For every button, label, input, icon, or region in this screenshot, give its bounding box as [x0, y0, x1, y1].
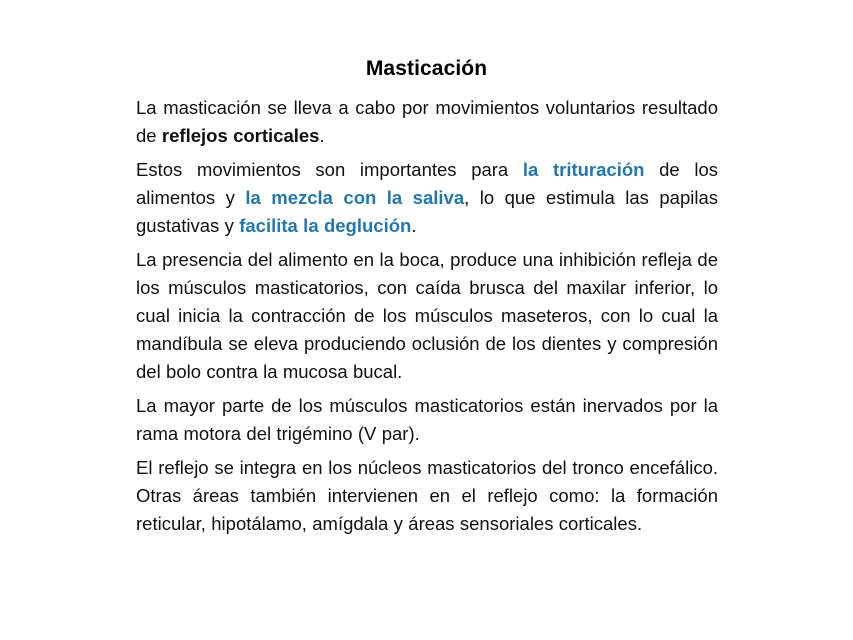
highlight-text: la trituración	[522, 159, 645, 180]
paragraph-3	[136, 246, 718, 386]
paragraph-5	[136, 454, 718, 538]
body-text: La masticación se lleva a cabo por movimientos voluntarios resultado de	[136, 97, 718, 146]
body-text: La mayor parte de los músculos masticatorios están inervados por la rama motora del trigémino (V par).	[136, 395, 718, 444]
body-text: El reflejo se integra en los núcleos masticatorios del tronco encefálico. Otras áreas también intervienen en el reflejo como: la formación reticular, hipotálamo, amígdala y áreas sensoriales corticales.	[136, 457, 718, 534]
body-text: Estos movimientos son importantes para	[136, 159, 523, 180]
body-text: La presencia del alimento en la boca, produce una inhibición refleja de los músculos masticatorios, con caída brusca del maxilar inferior, lo cual inicia la contracción de los músculos maseteros, con lo cual la mandíbula se eleva produciendo oclusión de los dientes y compresión del bolo contra la mucosa bucal.	[136, 249, 718, 382]
paragraph-4	[136, 392, 718, 448]
page-title: Masticación	[365, 57, 488, 80]
body-text: .	[319, 125, 325, 146]
highlight-text: facilita la deglución	[239, 215, 412, 236]
body-text: , lo que estimula las papilas gustativas y	[136, 187, 718, 236]
body-text: de los alimentos y	[136, 159, 718, 208]
highlight-text: la mezcla con la saliva	[245, 187, 465, 208]
paragraph-2	[136, 156, 718, 240]
slide-body	[136, 94, 718, 538]
body-text: .	[411, 215, 417, 236]
emphasis-text: reflejos corticales	[161, 125, 320, 146]
paragraph-1	[136, 94, 718, 150]
